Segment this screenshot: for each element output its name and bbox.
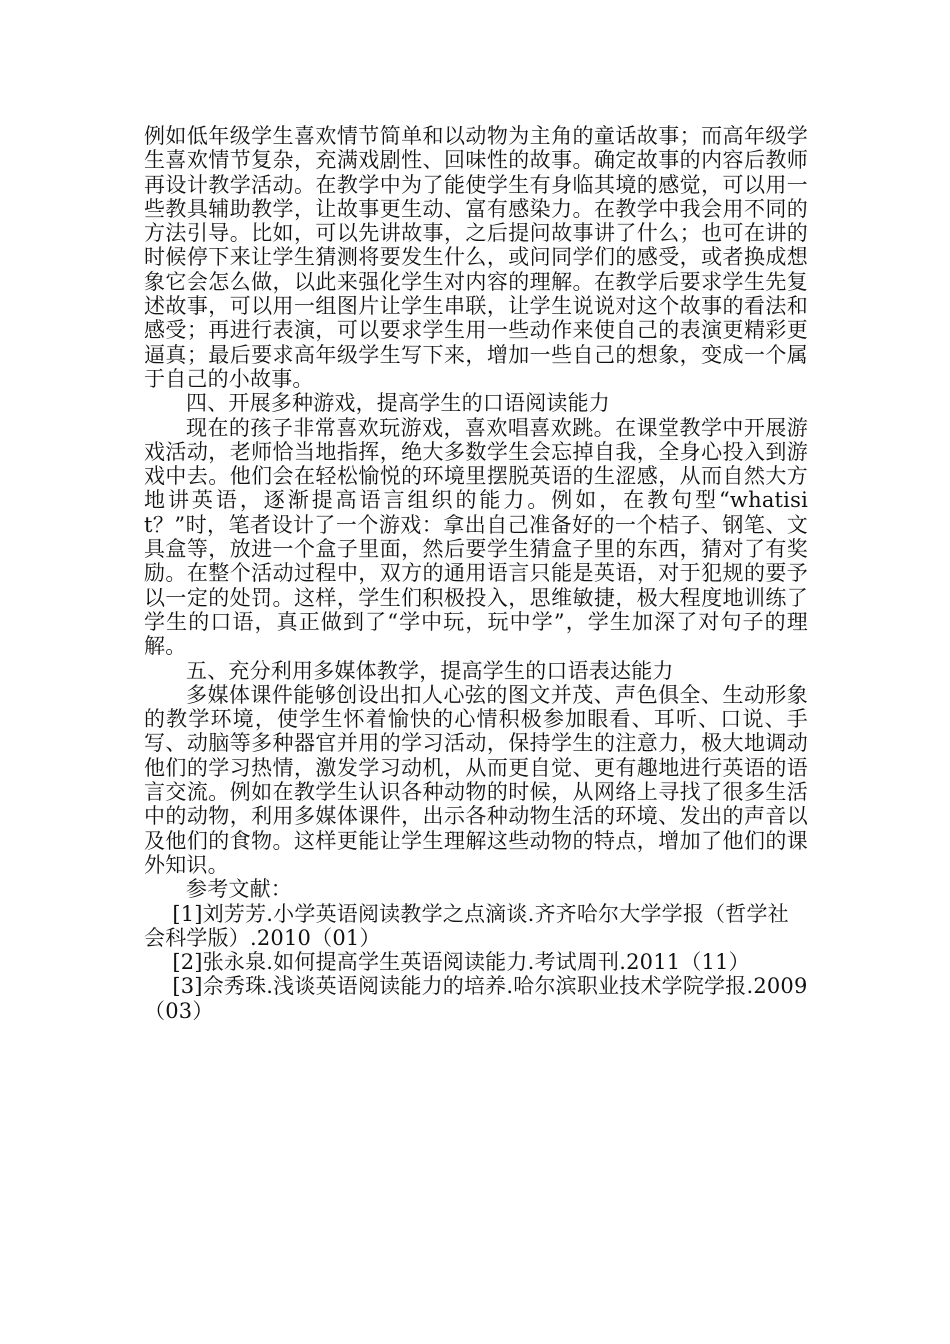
section-heading-games: 四、开展多种游戏，提高学生的口语阅读能力 (186, 391, 610, 416)
reference-item-3: [3]佘秀珠.浅谈英语阅读能力的培养.哈尔滨职业技术学院学报.2009（03） (144, 974, 808, 1023)
reference-item-1: [1]刘芳芳.小学英语阅读教学之点滴谈.齐齐哈尔大学学报（哲学社会科学版）.2010（01） (144, 901, 789, 950)
story-teaching-paragraph: 例如低年级学生喜欢情节简单和以动物为主角的童话故事；而高年级学生喜欢情节复杂，充满戏剧性、回味性的故事。确定故事的内容后教师再设计教学活动。在教学中为了能使学生有身临其境的感觉，可以用一些教具辅助教学，让故事更生动、富有感染力。在教学中我会用不同的方法引导。比如，可以先讲故事，之后提问故事讲了什么；也可在讲的时候停下来让学生猜测将要发生什么，或问同学们的感受，或者换成想象它会怎么做，以此来强化学生对内容的理解。在教学后要求学生先复述故事，可以用一组图片让学生串联，让学生说说对这个故事的看法和感受；再进行表演，可以要求学生用一些动作来使自己的表演更精彩更逼真；最后要求高年级学生写下来，增加一些自己的想象，变成一个属于自己的小故事。 (144, 124, 808, 391)
games-paragraph: 现在的孩子非常喜欢玩游戏，喜欢唱喜欢跳。在课堂教学中开展游戏活动，老师恰当地指挥，绝大多数学生会忘掉自我，全身心投入到游戏中去。他们会在轻松愉悦的环境里摆脱英语的生涩感，从而自然大方地讲英语，逐渐提高语言组织的能力。例如，在教句型“whatisit？”时，笔者设计了一个游戏：拿出自己准备好的一个桔子、钢笔、文具盒等，放进一个盒子里面，然后要学生猜盒子里的东西，猜对了有奖励。在整个活动过程中，双方的通用语言只能是英语，对于犯规的要予以一定的处罚。这样，学生们积极投入，思维敏捷，极大程度地训练了学生的口语，真正做到了“学中玩，玩中学”，学生加深了对句子的理解。 (144, 415, 808, 659)
multimedia-paragraph: 多媒体课件能够创设出扣人心弦的图文并茂、声色俱全、生动形象的教学环境，使学生怀着愉快的心情积极参加眼看、耳听、口说、手写、动脑等多种器官并用的学习活动，保持学生的注意力，极大地调动他们的学习热情，激发学习动机，从而更自觉、更有趣地进行英语的语言交流。例如在教学生认识各种动物的时候，从网络上寻找了很多生活中的动物，利用多媒体课件，出示各种动物生活的环境、发出的声音以及他们的食物。这样更能让学生理解这些动物的特点，增加了他们的课外知识。 (144, 682, 808, 877)
reference-item-2: [2]张永泉.如何提高学生英语阅读能力.考试周刊.2011（11） (172, 950, 750, 975)
section-heading-multimedia: 五、充分利用多媒体教学，提高学生的口语表达能力 (186, 658, 674, 683)
document-body (144, 124, 808, 1023)
references-heading: 参考文献： (186, 877, 292, 902)
